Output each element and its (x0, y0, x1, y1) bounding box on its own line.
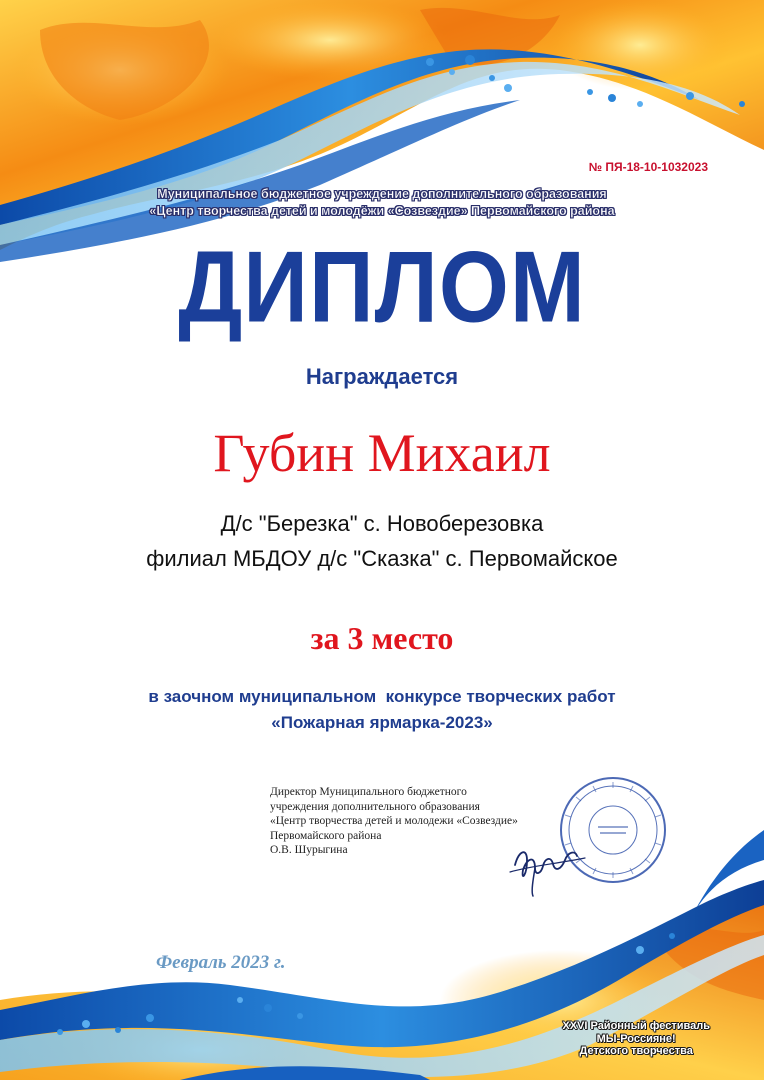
signature-line: О.В. Шурыгина (270, 844, 348, 856)
organization-line: «Центр творчества детей и молодёжи «Созвездие» Первомайского района (149, 204, 615, 218)
signature-line: учреждения дополнительного образования (270, 800, 480, 813)
signature-line: Первомайского района (270, 829, 382, 842)
issue-date: Февраль 2023 г. (156, 952, 286, 973)
institution-line: Д/с "Березка" с. Новоберезовка (220, 511, 544, 536)
awarded-label: Награждается (305, 364, 459, 389)
festival-line: XXVI Районный фестиваль (562, 1020, 710, 1032)
recipient-name: Губин Михаил (213, 423, 551, 483)
recipient-institution (0, 506, 764, 576)
contest-description (0, 684, 764, 736)
contest-line: в заочном муниципальном конкурсе творческих работ (148, 687, 616, 706)
festival-line: МЫ-Россияне! (596, 1032, 676, 1045)
diploma-title: ДИПЛОМ (178, 232, 586, 344)
organization-header (0, 186, 764, 220)
director-signature-block (270, 785, 518, 858)
organization-line: Муниципальное бюджетное учреждение дополнительного образования (157, 187, 607, 201)
signature-line: «Центр творчества детей и молодежи «Созвездие» (270, 815, 518, 827)
festival-line: Детского творчества (579, 1045, 693, 1057)
contest-line: «Пожарная ярмарка-2023» (271, 713, 493, 732)
award-place: за 3 место (310, 620, 454, 656)
document-number: № ПЯ-18-10-1032023 (588, 160, 708, 174)
signature-line: Директор Муниципального бюджетного (270, 786, 467, 798)
institution-line: филиал МБДОУ д/с "Сказка" с. Первомайское (146, 546, 618, 571)
festival-label (562, 1020, 710, 1058)
handwritten-signature-icon (505, 820, 595, 900)
